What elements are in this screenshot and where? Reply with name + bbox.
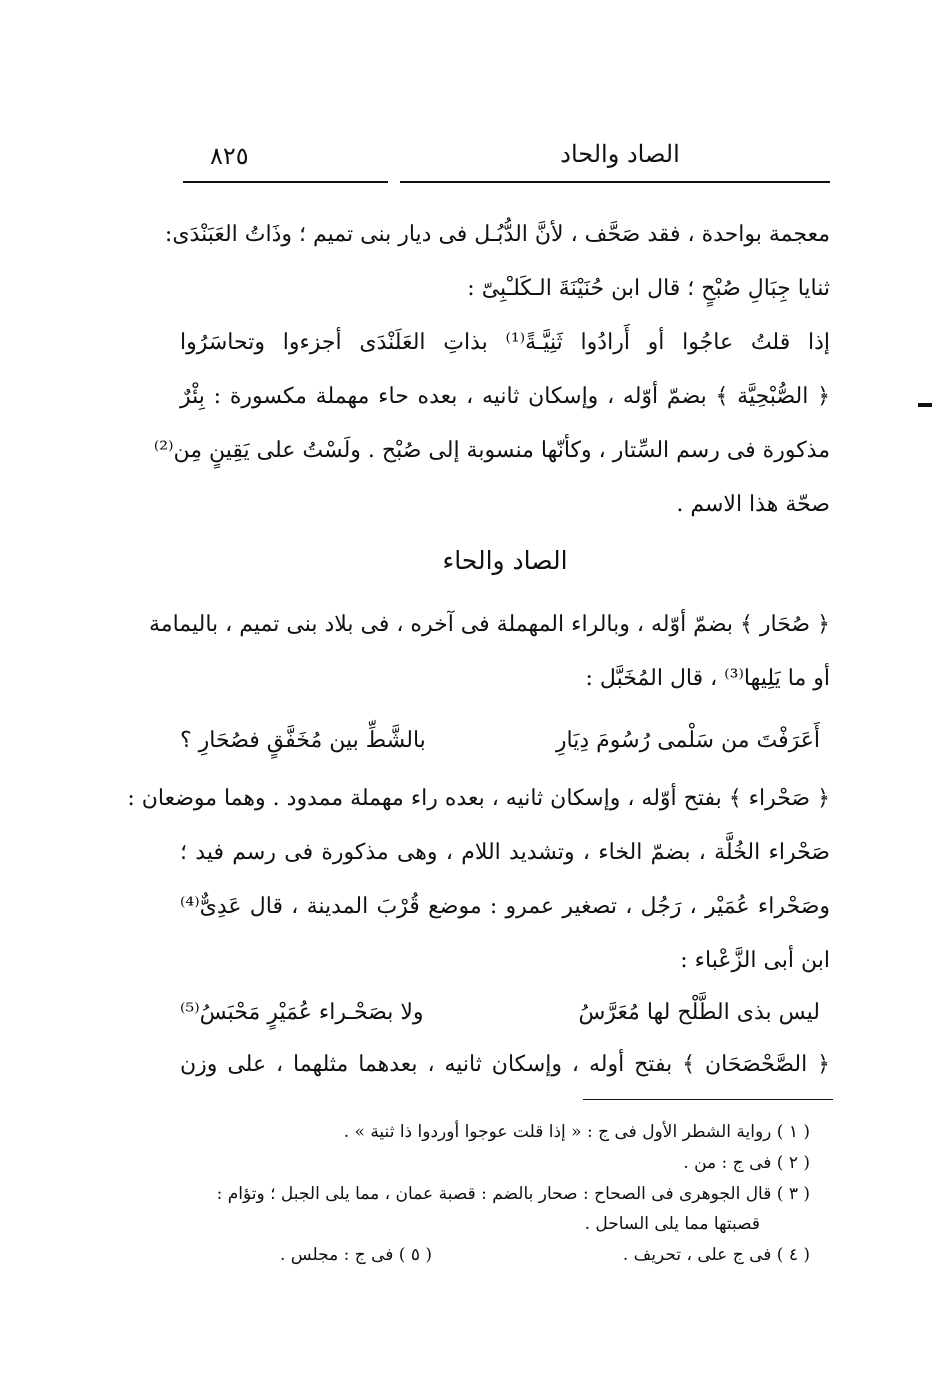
text-line: وصَحْراء عُمَيْر ، رَجُل ، تصغير عمرو : موضع قُرْبَ المدينة ، قال عَدِىٌّ⁽⁴⁾ <box>180 894 830 919</box>
footnote: ( ٥ ) فى ج : مجلس . <box>280 1245 433 1265</box>
text-line: ﴿ صُحَار ﴾ بضمّ أوّله ، وبالراء المهملة فى آخره ، فى بلاد بنى تميم ، باليمامة <box>148 612 830 637</box>
verse-hemistich-left: ولا بصَحْـراء عُمَيْرٍ مَحْبَسُ⁽⁵⁾ <box>180 1000 424 1025</box>
verse-line <box>180 1000 820 1025</box>
section-heading: الصاد والحاء <box>442 546 568 575</box>
page-number: ٨٢٥ <box>210 142 249 170</box>
text-line: صَحْراء الخُلَّة ، بضمّ الخاء ، وتشديد اللام ، وهى مذكورة فى رسم فيد ؛ <box>180 840 830 865</box>
footnote: ( ٢ ) فى ج : من . <box>683 1153 810 1173</box>
verse-line <box>180 728 820 753</box>
text-line: إذا قلتُ عاجُوا أو أَرادُوا ثَنِيَّـةً⁽¹⁾ بذاتِ العَلَنْدَى أجزءوا وتحاسَرُوا <box>180 330 830 355</box>
footnote-row <box>280 1245 810 1265</box>
header-rule <box>400 181 830 183</box>
text-line: صحّة هذا الاسم . <box>676 492 830 517</box>
text-line: مذكورة فى رسم السِّتار ، وكأنّها منسوبة إلى صُبْح . ولَسْتُ على يَقِينٍ مِن⁽²⁾ <box>153 438 830 463</box>
text-line: أو ما يَلِيها⁽³⁾ ، قال المُخَبَّل : <box>585 666 830 691</box>
text-line: ثنايا جِبَالِ صُبْحٍ ؛ قال ابن حُنَيْنَةَ الـكَلـْبِىّ : <box>467 276 830 301</box>
verse-hemistich-left: بالشَّطِّ بين مُخَفَّقٍ فصُحَارِ ؟ <box>180 728 426 753</box>
text-line: ابن أبى الزَّعْباء : <box>680 948 830 973</box>
text-line: ﴿ الصُّبْحِيَّة ﴾ بضمّ أوّله ، وإسكان ثانيه ، بعده حاء مهملة مكسورة : بِئْرٌ <box>180 384 830 409</box>
running-title: الصاد والحاد <box>560 140 680 168</box>
footnote: ( ٤ ) فى ج على ، تحريف . <box>622 1245 810 1265</box>
text-line: معجمة بواحدة ، فقد صَحَّف ، لأنَّ الدُّبُـل فى ديار بنى تميم ؛ وذَاتُ العَبَنْدَى: <box>164 222 830 247</box>
text-line: ﴿ صَحْراء ﴾ بفتح أوّله ، وإسكان ثانيه ، بعده راء مهملة ممدود . وهما موضعان : <box>127 786 830 811</box>
margin-mark <box>918 403 932 407</box>
footnote: ( ٣ ) قال الجوهرى فى الصحاح : صحار بالضم : قصبة عمان ، مما يلى الجبل ؛ وتؤام : <box>216 1184 810 1204</box>
footnote-rule <box>583 1099 833 1100</box>
text-line: ﴿ الصَّحْصَحَان ﴾ بفتح أوله ، وإسكان ثانيه ، بعدهما مثلهما ، على وزن <box>180 1052 830 1077</box>
verse-hemistich-right: ليس بذى الطَّلْح لها مُعَرَّسُ <box>578 1000 820 1025</box>
running-header <box>180 140 830 180</box>
verse-hemistich-right: أَعَرَفْتَ من سَلْمى رُسُومَ دِيَارِ <box>555 728 820 753</box>
header-rule-short <box>183 181 388 183</box>
footnote: ( ١ ) رواية الشطر الأول فى ج : « إذا قلت عوجوا أوردوا ذا ثنية » . <box>343 1122 810 1142</box>
footnote-continuation: قصبتها مما يلى الساحل . <box>584 1214 760 1234</box>
